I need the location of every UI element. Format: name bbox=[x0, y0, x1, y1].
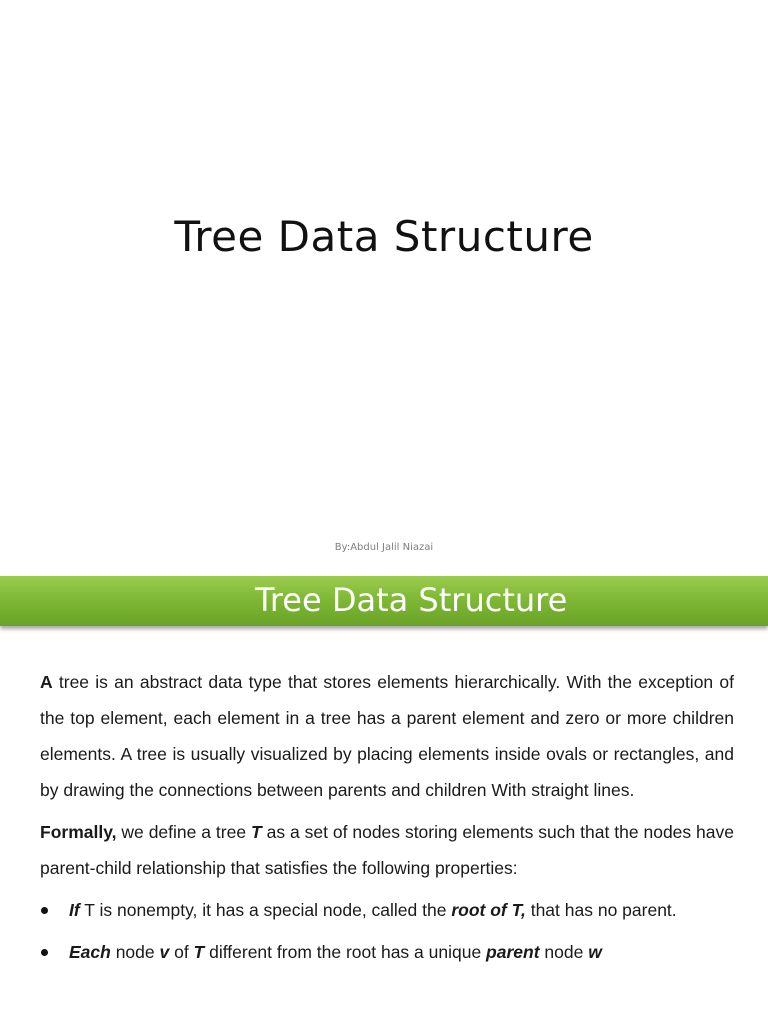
list-item bbox=[40, 892, 734, 928]
paragraph-text: tree is an abstract data type that stores elements hierarchically. With the exception of the top element, each element in a tree has a parent element and zero or more children elements. A tree is usually visualized by placing elements inside ovals or rectangles, and by drawing the connections between parents and children With straight lines. bbox=[40, 672, 734, 800]
symbol-v: v bbox=[159, 942, 170, 962]
paragraph-lead: A bbox=[40, 672, 53, 692]
bullet-lead: Each bbox=[69, 942, 111, 962]
bullet-lead: If bbox=[69, 900, 80, 920]
paragraph-text: we define a tree bbox=[116, 822, 251, 842]
bullet-text: node bbox=[539, 942, 589, 962]
bullet-text: of bbox=[169, 942, 194, 962]
formal-definition-paragraph bbox=[40, 814, 734, 886]
properties-list bbox=[40, 892, 734, 970]
bullet-icon bbox=[41, 907, 48, 914]
paragraph-lead: Formally, bbox=[40, 822, 117, 842]
bullet-emphasis: parent bbox=[486, 942, 540, 962]
slide-title: Tree Data Structure bbox=[174, 212, 594, 261]
symbol-T: T bbox=[193, 942, 205, 962]
symbol-T: T bbox=[250, 822, 262, 842]
list-item bbox=[40, 934, 734, 970]
bullet-text: node bbox=[110, 942, 160, 962]
slide-body bbox=[40, 664, 734, 976]
slide-header-bar bbox=[0, 576, 768, 626]
slide-heading: Tree Data Structure bbox=[255, 581, 568, 619]
paragraph-text: as a set of nodes storing elements such that the nodes have parent-child relationship that satisfies the following properties: bbox=[40, 822, 735, 878]
author-credit: By:Abdul Jalil Niazai bbox=[334, 542, 434, 553]
definition-paragraph bbox=[40, 664, 734, 808]
bullet-text: that has no parent. bbox=[525, 900, 677, 920]
symbol-w: w bbox=[588, 942, 602, 962]
bullet-text: T is nonempty, it has a special node, called the bbox=[79, 900, 452, 920]
bullet-text: different from the root has a unique bbox=[204, 942, 487, 962]
bullet-icon bbox=[41, 949, 48, 956]
bullet-emphasis: root of T, bbox=[451, 900, 526, 920]
content-slide bbox=[0, 576, 768, 1024]
